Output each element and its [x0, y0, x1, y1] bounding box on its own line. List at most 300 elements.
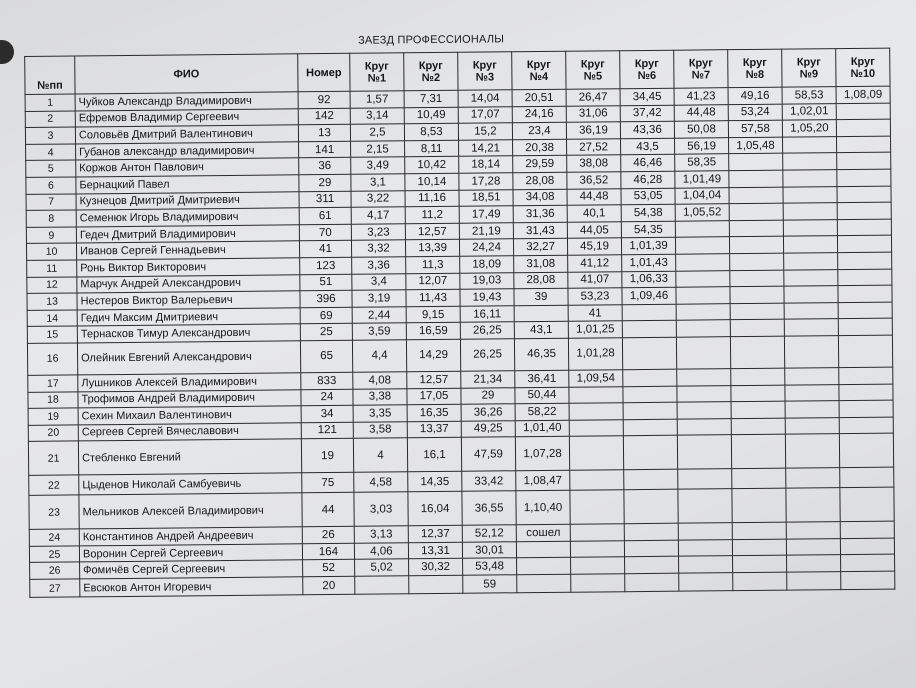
header-name: ФИО: [75, 54, 298, 94]
lap-time-cell: 54,38: [621, 204, 675, 221]
lap-time-cell: 4,58: [354, 472, 408, 493]
participant-number: 396: [300, 290, 352, 307]
row-index: 4: [26, 144, 76, 161]
lap-time-cell: 18,51: [459, 189, 513, 206]
lap-time-cell: [785, 384, 839, 401]
lap-time-cell: 27,52: [567, 139, 621, 156]
lap-time-cell: [729, 220, 783, 237]
participant-name: Губанов александр владимирович: [76, 142, 299, 161]
lap-time-cell: 9,15: [406, 306, 460, 323]
lap-time-cell: [836, 119, 890, 136]
lap-time-cell: 16,35: [407, 404, 461, 421]
lap-time-cell: 18,09: [460, 256, 514, 273]
lap-time-cell: [571, 574, 625, 593]
header-lap-4: Круг №4: [512, 51, 566, 90]
lap-time-cell: 4,08: [353, 372, 407, 389]
lap-time-cell: [839, 384, 893, 401]
lap-time-cell: 36,55: [462, 491, 516, 526]
lap-time-cell: [676, 254, 730, 271]
lap-time-cell: 46,28: [621, 171, 675, 188]
lap-time-cell: 14,21: [459, 140, 513, 157]
lap-time-cell: 1,01,39: [621, 238, 675, 255]
participant-name: Тернасков Тимур Александрович: [77, 324, 300, 343]
lap-time-cell: 4,4: [352, 340, 406, 373]
lap-time-cell: [622, 321, 676, 338]
lap-time-cell: 3,38: [353, 388, 407, 405]
lap-time-cell: 13,31: [408, 542, 462, 559]
lap-time-cell: 41,23: [674, 88, 728, 105]
lap-time-cell: 19,43: [460, 289, 514, 306]
row-index: 20: [28, 425, 78, 442]
lap-time-cell: [841, 571, 895, 590]
lap-time-cell: [786, 522, 840, 539]
lap-time-cell: [676, 320, 730, 337]
lap-time-cell: [837, 169, 891, 186]
lap-time-cell: [840, 467, 894, 488]
participant-number: 61: [299, 207, 351, 224]
participant-name: Фомичёв Сергей Сергеевич: [80, 560, 303, 579]
lap-time-cell: [732, 488, 786, 523]
lap-time-cell: 58,22: [515, 403, 569, 420]
lap-time-cell: 17,49: [459, 206, 513, 223]
lap-time-cell: 53,23: [568, 288, 622, 305]
lap-time-cell: 3,13: [354, 526, 408, 543]
row-index: 3: [25, 127, 75, 144]
participant-name: Олейник Евгений Александрович: [77, 341, 300, 375]
lap-time-cell: [786, 539, 840, 556]
binder-hole: [0, 40, 14, 64]
lap-time-cell: [783, 153, 837, 170]
lap-time-cell: [731, 385, 785, 402]
lap-time-cell: 24,16: [512, 106, 566, 123]
lap-time-cell: [355, 576, 409, 595]
lap-time-cell: [569, 403, 623, 420]
row-index: 22: [29, 475, 79, 495]
lap-time-cell: [837, 219, 891, 236]
lap-time-cell: 56,19: [675, 137, 729, 154]
lap-time-cell: [731, 434, 785, 469]
row-index: 16: [27, 343, 77, 375]
lap-time-cell: [837, 186, 891, 203]
participant-name: Семенюк Игорь Владимирович: [76, 208, 299, 227]
lap-time-cell: [676, 270, 730, 287]
lap-time-cell: 14,04: [458, 90, 512, 107]
lap-time-cell: 1,10,40: [516, 491, 570, 526]
header-lap-9: Круг №9: [782, 49, 836, 88]
header-lap-7: Круг №7: [674, 50, 728, 89]
results-body: [25, 86, 895, 597]
lap-time-cell: [676, 287, 730, 304]
lap-time-cell: 11,16: [405, 190, 459, 207]
lap-time-cell: 50,44: [515, 387, 569, 404]
lap-time-cell: 1,57: [350, 91, 404, 108]
participant-name: Ефремов Владимир Сергеевич: [75, 108, 298, 127]
lap-time-cell: 1,05,20: [782, 120, 836, 137]
participant-number: 833: [301, 372, 353, 389]
lap-time-cell: [732, 522, 786, 539]
row-index: 9: [26, 227, 76, 244]
row-index: 12: [27, 276, 77, 293]
row-index: 26: [30, 562, 80, 579]
participant-number: 164: [302, 543, 354, 560]
participant-number: 123: [300, 257, 352, 274]
lap-time-cell: [678, 489, 732, 524]
lap-time-cell: 46,46: [621, 155, 675, 172]
lap-time-cell: [676, 303, 730, 320]
lap-time-cell: [624, 469, 678, 490]
lap-time-cell: 10,14: [405, 173, 459, 190]
lap-time-cell: [675, 237, 729, 254]
lap-time-cell: 30,32: [409, 559, 463, 576]
lap-time-cell: 3,49: [351, 157, 405, 174]
lap-time-cell: 1,09,46: [622, 287, 676, 304]
lap-time-cell: 52,12: [462, 525, 516, 542]
lap-time-cell: 10,42: [405, 157, 459, 174]
lap-time-cell: 21,34: [461, 371, 515, 388]
lap-time-cell: 12,57: [405, 223, 459, 240]
lap-time-cell: 58,53: [782, 87, 836, 104]
row-index: 8: [26, 210, 76, 227]
lap-time-cell: [838, 302, 892, 319]
lap-time-cell: 3,59: [352, 323, 406, 340]
row-index: 24: [29, 529, 79, 546]
participant-number: 65: [300, 340, 352, 372]
participant-number: 70: [299, 224, 351, 241]
sheet-title: ЗАЕЗД ПРОФЕССИОНАЛЫ: [358, 33, 505, 47]
lap-time-cell: [837, 235, 891, 252]
header-number: Номер: [298, 53, 350, 91]
lap-time-cell: 49,25: [461, 420, 515, 437]
lap-time-cell: [840, 487, 894, 522]
lap-time-cell: [569, 386, 623, 403]
lap-time-cell: 11,43: [406, 289, 460, 306]
row-index: 2: [25, 111, 75, 128]
participant-name: Стебленко Евгений: [78, 439, 301, 475]
participant-name: Цыденов Николай Самбуевичь: [79, 473, 302, 495]
lap-time-cell: [731, 368, 785, 385]
lap-time-cell: 1,01,43: [622, 254, 676, 271]
lap-time-cell: [730, 336, 784, 369]
lap-time-cell: [783, 236, 837, 253]
lap-time-cell: [729, 187, 783, 204]
row-index: 21: [28, 441, 78, 475]
lap-time-cell: 28,08: [513, 172, 567, 189]
lap-time-cell: [838, 285, 892, 302]
lap-time-cell: 1,05,48: [729, 137, 783, 154]
lap-time-cell: 16,11: [460, 305, 514, 322]
lap-time-cell: [838, 318, 892, 335]
lap-time-cell: 3,35: [353, 405, 407, 422]
lap-time-cell: 5,02: [355, 559, 409, 576]
row-index: 14: [27, 310, 77, 327]
participant-number: 19: [301, 439, 353, 473]
lap-time-cell: [839, 417, 893, 434]
lap-time-cell: [517, 574, 571, 593]
lap-time-cell: 29: [461, 387, 515, 404]
lap-time-cell: 17,07: [458, 106, 512, 123]
lap-time-cell: 1,01,28: [568, 338, 622, 371]
lap-time-cell: [784, 269, 838, 286]
participant-name: Лушников Алексей Владимирович: [78, 373, 301, 392]
row-index: 6: [26, 177, 76, 194]
lap-time-cell: 3,22: [351, 190, 405, 207]
lap-time-cell: 44,48: [674, 104, 728, 121]
lap-time-cell: [840, 538, 894, 555]
lap-time-cell: [570, 470, 624, 491]
lap-time-cell: [625, 557, 679, 574]
lap-time-cell: [569, 436, 623, 471]
lap-time-cell: [840, 521, 894, 538]
participant-name: Гедеч Дмитрий Владимирович: [76, 225, 299, 244]
lap-time-cell: 34,45: [620, 88, 674, 105]
lap-time-cell: [839, 400, 893, 417]
lap-time-cell: [839, 367, 893, 384]
lap-time-cell: 58,35: [675, 154, 729, 171]
participant-name: Сехин Михаил Валентинович: [78, 406, 301, 425]
row-index: 11: [27, 260, 77, 277]
lap-time-cell: [517, 558, 571, 575]
participant-name: Гедич Максим Дмитриевич: [77, 308, 300, 327]
lap-time-cell: [677, 418, 731, 435]
lap-time-cell: 33,42: [462, 471, 516, 492]
lap-time-cell: 26,47: [566, 89, 620, 106]
lap-time-cell: 16,04: [408, 492, 462, 527]
lap-time-cell: [787, 572, 841, 591]
lap-time-cell: 1,08,09: [836, 86, 890, 103]
lap-time-cell: 49,16: [728, 87, 782, 104]
participant-number: 75: [302, 473, 354, 493]
lap-time-cell: [784, 336, 838, 369]
lap-time-cell: [675, 220, 729, 237]
lap-time-cell: 47,59: [461, 437, 515, 472]
lap-time-cell: 12,37: [408, 526, 462, 543]
lap-time-cell: 26,25: [460, 322, 514, 339]
participant-number: 41: [299, 241, 351, 258]
lap-time-cell: 12,57: [407, 371, 461, 388]
lap-time-cell: 3,36: [352, 257, 406, 274]
lap-time-cell: [784, 286, 838, 303]
lap-time-cell: 15,2: [458, 123, 512, 140]
lap-time-cell: 2,44: [352, 307, 406, 324]
lap-time-cell: [569, 419, 623, 436]
lap-time-cell: [783, 136, 837, 153]
lap-time-cell: 43,1: [514, 322, 568, 339]
lap-time-cell: 46,35: [514, 338, 568, 371]
lap-time-cell: [678, 540, 732, 557]
lap-time-cell: 26,25: [460, 339, 514, 372]
lap-time-cell: 4,17: [351, 207, 405, 224]
lap-time-cell: 44,48: [567, 188, 621, 205]
lap-time-cell: [837, 202, 891, 219]
participant-name: Ронь Виктор Викторович: [77, 258, 300, 277]
lap-time-cell: [729, 203, 783, 220]
lap-time-cell: 38,08: [567, 155, 621, 172]
lap-time-cell: 1,08,47: [516, 471, 570, 492]
lap-time-cell: [784, 253, 838, 270]
lap-time-cell: 3,58: [353, 421, 407, 438]
participant-number: 51: [300, 274, 352, 291]
lap-time-cell: 3,23: [351, 224, 405, 241]
participant-name: Кузнецов Дмитрий Дмитриевич: [76, 191, 299, 210]
lap-time-cell: [731, 418, 785, 435]
lap-time-cell: [625, 573, 679, 592]
lap-time-cell: 8,11: [405, 140, 459, 157]
lap-time-cell: [841, 555, 895, 572]
lap-time-cell: 11,3: [406, 256, 460, 273]
lap-time-cell: 32,27: [513, 239, 567, 256]
lap-time-cell: [729, 237, 783, 254]
header-lap-1: Круг №1: [350, 53, 404, 92]
lap-time-cell: 23,4: [512, 122, 566, 139]
lap-time-cell: 19,03: [460, 272, 514, 289]
lap-time-cell: 41: [568, 304, 622, 321]
lap-time-cell: 1,04,04: [675, 187, 729, 204]
lap-time-cell: [623, 386, 677, 403]
lap-time-cell: [836, 103, 890, 120]
lap-time-cell: 1,01,40: [515, 420, 569, 437]
lap-time-cell: [622, 304, 676, 321]
lap-time-cell: 3,32: [351, 240, 405, 257]
lap-time-cell: 11,2: [405, 206, 459, 223]
lap-time-cell: 40,1: [567, 205, 621, 222]
lap-time-cell: 31,43: [513, 222, 567, 239]
lap-time-cell: 36,19: [566, 122, 620, 139]
lap-time-cell: 20,51: [512, 89, 566, 106]
lap-time-cell: 31,36: [513, 205, 567, 222]
lap-time-cell: 3,03: [354, 492, 408, 527]
row-index: 10: [26, 243, 76, 260]
row-index: 19: [28, 408, 78, 425]
lap-time-cell: [786, 488, 840, 523]
participant-name: Чуйков Александр Владимирович: [75, 92, 298, 111]
lap-time-cell: [624, 540, 678, 557]
lap-time-cell: [786, 468, 840, 489]
lap-time-cell: 59: [463, 575, 517, 594]
row-index: 15: [27, 326, 77, 343]
lap-time-cell: [514, 305, 568, 322]
lap-time-cell: 31,06: [566, 105, 620, 122]
participant-number: 34: [301, 405, 353, 422]
row-index: 13: [27, 293, 77, 310]
lap-time-cell: 18,14: [459, 156, 513, 173]
lap-time-cell: [623, 402, 677, 419]
lap-time-cell: [730, 286, 784, 303]
row-index: 27: [30, 579, 80, 597]
lap-time-cell: [730, 303, 784, 320]
lap-time-cell: 1,05,52: [675, 204, 729, 221]
participant-number: 29: [299, 174, 351, 191]
participant-name: Бернацкий Павел: [76, 175, 299, 194]
lap-time-cell: [785, 417, 839, 434]
lap-time-cell: 13,37: [407, 421, 461, 438]
participant-name: Сергеев Сергей Вячеславович: [78, 422, 301, 441]
participant-name: Мельников Алексей Владимирович: [79, 493, 302, 529]
lap-time-cell: сошел: [516, 525, 570, 542]
lap-time-cell: 53,05: [621, 188, 675, 205]
lap-time-cell: 1,07,28: [515, 437, 569, 472]
lap-time-cell: 3,1: [351, 174, 405, 191]
lap-time-cell: 20,38: [513, 139, 567, 156]
lap-time-cell: [730, 253, 784, 270]
lap-time-cell: [570, 490, 624, 525]
lap-time-cell: 28,08: [514, 272, 568, 289]
lap-time-cell: [783, 219, 837, 236]
participant-number: 141: [299, 141, 351, 158]
lap-time-cell: 21,19: [459, 223, 513, 240]
header-lap-3: Круг №3: [458, 52, 512, 91]
lap-time-cell: 39: [514, 288, 568, 305]
lap-time-cell: 36,41: [515, 370, 569, 387]
lap-time-cell: 31,08: [514, 255, 568, 272]
lap-time-cell: 4,06: [354, 543, 408, 560]
row-index: 5: [26, 160, 76, 177]
lap-time-cell: 17,05: [407, 388, 461, 405]
header-lap-6: Круг №6: [620, 50, 674, 89]
lap-time-cell: [732, 539, 786, 556]
lap-time-cell: [783, 186, 837, 203]
lap-time-cell: 36,26: [461, 404, 515, 421]
participant-name: Соловьёв Дмитрий Валентинович: [75, 125, 298, 144]
lap-time-cell: [838, 335, 892, 368]
lap-time-cell: 14,35: [408, 472, 462, 493]
lap-time-cell: 24,24: [459, 239, 513, 256]
lap-time-cell: 1,09,54: [569, 370, 623, 387]
lap-time-cell: 44,05: [567, 221, 621, 238]
lap-time-cell: [571, 557, 625, 574]
lap-time-cell: [622, 337, 676, 370]
lap-time-cell: 43,5: [621, 138, 675, 155]
lap-time-cell: 3,4: [352, 273, 406, 290]
participant-number: 121: [301, 422, 353, 439]
lap-time-cell: 36,52: [567, 172, 621, 189]
lap-time-cell: 17,28: [459, 173, 513, 190]
participant-name: Евсюков Антон Игоревич: [80, 577, 303, 597]
lap-time-cell: [677, 385, 731, 402]
lap-time-cell: 14,29: [406, 339, 460, 372]
participant-name: Трофимов Андрей Владимирович: [78, 389, 301, 408]
lap-time-cell: 1,06,33: [622, 271, 676, 288]
lap-time-cell: 41,12: [568, 255, 622, 272]
lap-time-cell: [570, 524, 624, 541]
lap-time-cell: [733, 572, 787, 591]
header-lap-2: Круг №2: [404, 52, 458, 91]
participant-number: 44: [302, 493, 354, 527]
lap-time-cell: [731, 401, 785, 418]
lap-time-cell: 41,07: [568, 271, 622, 288]
lap-time-cell: 4: [353, 438, 407, 473]
lap-time-cell: 10,49: [404, 107, 458, 124]
lap-time-cell: [785, 401, 839, 418]
participant-number: 52: [303, 560, 355, 577]
participant-number: 25: [300, 324, 352, 341]
lap-time-cell: [729, 170, 783, 187]
participant-number: 142: [298, 108, 350, 125]
lap-time-cell: 13,39: [405, 240, 459, 257]
lap-time-cell: [785, 368, 839, 385]
lap-time-cell: 3,14: [350, 107, 404, 124]
lap-time-cell: 16,1: [407, 438, 461, 473]
lap-time-cell: 12,07: [406, 273, 460, 290]
participant-name: Воронин Сергей Сергеевич: [79, 544, 302, 563]
lap-time-cell: 57,58: [728, 120, 782, 137]
participant-number: 69: [300, 307, 352, 324]
lap-time-cell: 1,02,01: [782, 103, 836, 120]
lap-time-cell: [624, 523, 678, 540]
lap-time-cell: 1,01,25: [568, 321, 622, 338]
lap-time-cell: 8,53: [404, 123, 458, 140]
lap-time-cell: [787, 555, 841, 572]
lap-time-cell: 29,59: [513, 156, 567, 173]
